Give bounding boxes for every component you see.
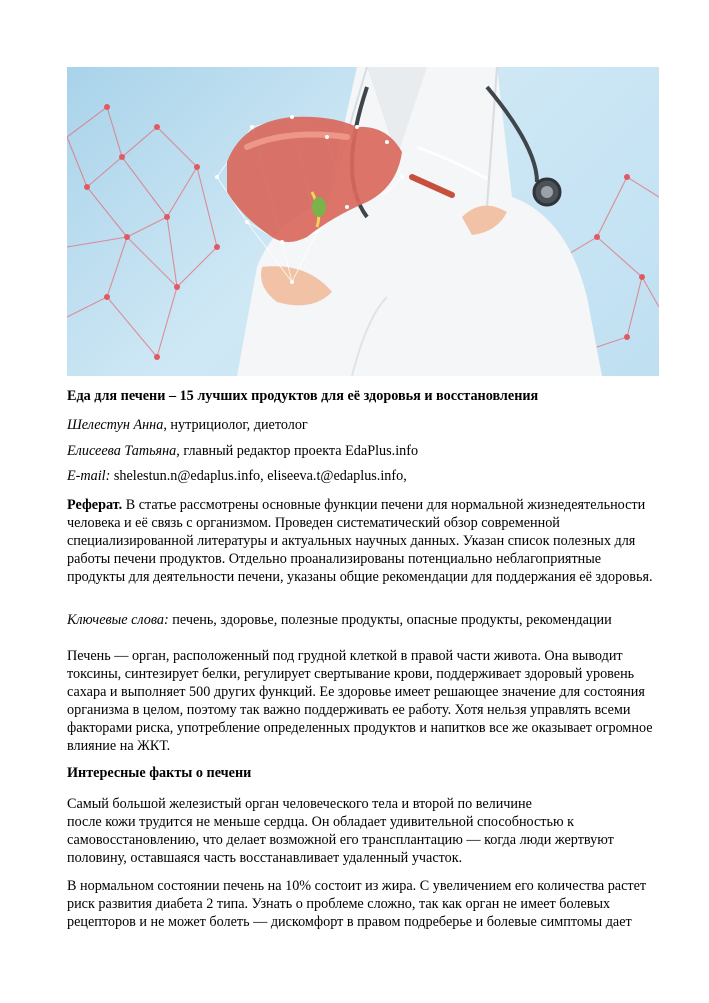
email-label: E-mail:: [67, 468, 111, 484]
author-name-2: Елисеева Татьяна,: [67, 443, 180, 459]
keywords-text: печень, здоровье, полезные продукты, опасные продукты, рекомендации: [168, 612, 612, 628]
author-name-1: Шелестун Анна: [67, 417, 164, 433]
abstract-label: Реферат.: [67, 497, 123, 513]
author-line-1: [67, 416, 659, 434]
abstract-text: В статье рассмотрены основные функции печени для нормальной жизнедеятельности человека и её связь с организмом. Проведен систематический обзор современной специализированной литературы и актуальных научных данных. Указан список полезных для работы печени продуктов. Отдельно проанализированы потенциально неблагоприятные продукты для деятельности печени, указаны общие рекомендации для поддержания её здоровья.: [67, 497, 653, 585]
doctor-liver-illustration: [67, 67, 659, 376]
article-title: Еда для печени – 15 лучших продуктов для её здоровья и восстановления: [67, 388, 539, 404]
author-role-1: , нутрициолог, диетолог: [163, 417, 308, 433]
fact-paragraph-1: [67, 795, 659, 867]
hero-image: [67, 67, 659, 376]
fact1-rest: после кожи трудится не меньше сердца. Он обладает удивительной способностью к самовосстановлению, что делает возможной его трансплантацию — когда люди жертвуют половину, оставшаяся часть восстанавливает удаленный участок.: [67, 814, 614, 866]
intro-paragraph: Печень — орган, расположенный под грудной клеткой в правой части живота. Она выводит токсины, синтезирует белки, регулирует свертывание крови, поддерживает здоровый уровень сахара и выполняет 500 других функций. Ее здоровье имеет решающее значение для состояния организма в целом, поэтому так важно поддерживать ее работу. Хотя нельзя управлять всеми факторами риска, употребление определенных продуктов и напитков все же оказывает огромное влияние на ЖКТ.: [67, 648, 653, 754]
author-line-2: [67, 442, 659, 460]
email-value: shelestun.n@edaplus.info, eliseeva.t@edaplus.info,: [110, 468, 407, 484]
keywords-label: Ключевые слова:: [67, 612, 169, 628]
author-role-2: главный редактор проекта EdaPlus.info: [179, 443, 419, 459]
section-heading: Интересные факты о печени: [67, 765, 252, 781]
abstract: [67, 496, 659, 586]
email-line: [67, 467, 659, 485]
fact-paragraph-2: В нормальном состоянии печень на 10% состоит из жира. С увеличением его количества растет риск развития диабета 2 типа. Узнать о проблеме сложно, так как орган не имеет болевых рецепторов и не может болеть — дискомфорт в правом подреберье и болевые симптомы дает: [67, 878, 647, 930]
fact1-line1: Самый большой железистый орган человеческого тела и второй по величине: [67, 796, 532, 812]
keywords: [67, 611, 659, 629]
